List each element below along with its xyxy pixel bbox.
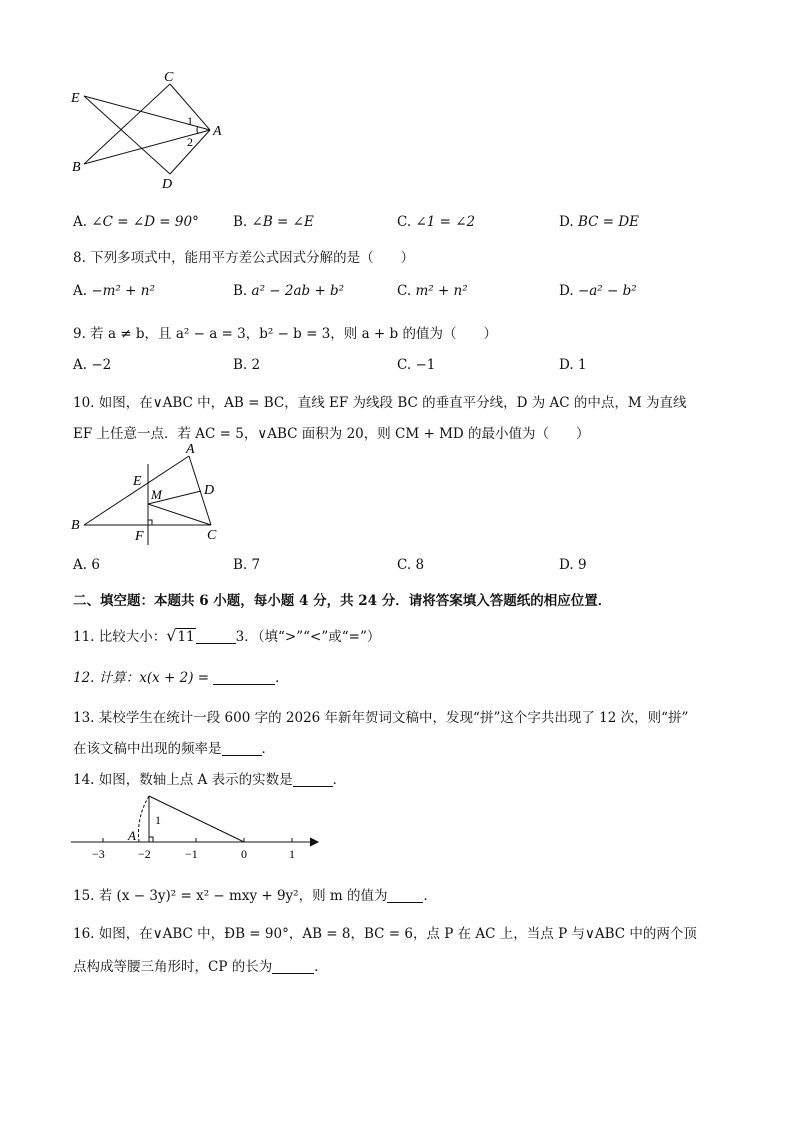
label-B: B bbox=[71, 518, 80, 533]
q9-option-d[interactable]: D. 1 bbox=[559, 357, 587, 373]
q14: 14. 如图，数轴上点 A 表示的实数是 ． bbox=[73, 772, 347, 788]
figure-q10 bbox=[66, 442, 236, 547]
q9-option-a[interactable]: A. −2 bbox=[73, 357, 112, 373]
q8-option-d[interactable]: D. −a² − b² bbox=[559, 283, 637, 299]
answer-blank-16[interactable] bbox=[272, 959, 314, 974]
q8-option-b[interactable]: B. a² − 2ab + b² bbox=[233, 283, 345, 299]
q7-option-c[interactable]: C. ∠1 = ∠2 bbox=[397, 214, 476, 230]
q7-option-b[interactable]: B. ∠B = ∠E bbox=[233, 214, 314, 230]
q16-line1: 16. 如图，在∨ABC 中，ÐB = 90°，AB = 8，BC = 6，点 P 在 AC 上，当点 P 与∨ABC 中的两个顶 bbox=[73, 926, 697, 942]
sqrt-symbol: √ bbox=[166, 626, 177, 645]
section-heading: 二、填空题：本题共 6 小题，每小题 4 分，共 24 分．请将答案填入答题纸的相应位置． bbox=[73, 593, 612, 609]
label-M: M bbox=[151, 487, 162, 502]
q15: 15. 若 (x − 3y)² = x² − mxy + 9y²，则 m 的值为 ． bbox=[73, 888, 437, 904]
answer-blank-13[interactable] bbox=[222, 741, 262, 756]
q9-option-b[interactable]: B. 2 bbox=[233, 357, 261, 373]
q8-option-a[interactable]: A. −m² + n² bbox=[73, 283, 155, 299]
label-D: D bbox=[162, 177, 173, 192]
point-a-label: A bbox=[128, 828, 136, 843]
q10-line2: EF 上任意一点．若 AC = 5，∨ABC 面积为 20，则 CM + MD 的最小值为（ ） bbox=[73, 426, 590, 442]
label-D: D bbox=[204, 483, 215, 498]
q16-line2: 点构成等腰三角形时，CP 的长为 ． bbox=[73, 959, 328, 975]
q8-option-c[interactable]: C. m² + n² bbox=[397, 283, 468, 299]
label-2: 2 bbox=[187, 135, 193, 149]
tick-0: 0 bbox=[241, 847, 247, 861]
q13-line1: 13. 某校学生在统计一段 600 字的 2026 年新年贺词文稿中，发现“拼”这个字共出现了 12 次，则“拼” bbox=[73, 710, 689, 726]
q9-stem: 9. 若 a ≠ b，且 a² − a = 3，b² − b = 3，则 a + b 的值为（ ） bbox=[73, 326, 497, 342]
label-F: F bbox=[135, 529, 144, 544]
answer-blank-15[interactable] bbox=[387, 888, 423, 903]
q10-option-c[interactable]: C. 8 bbox=[397, 557, 425, 573]
label-C: C bbox=[207, 528, 217, 543]
tick-neg3: −3 bbox=[92, 847, 105, 861]
q8-stem: 8. 下列多项式中，能用平方差公式因式分解的是（ ） bbox=[73, 250, 415, 266]
figure-q7 bbox=[60, 64, 240, 194]
number-line-figure bbox=[66, 790, 336, 865]
q10-option-b[interactable]: B. 7 bbox=[233, 557, 261, 573]
q10-option-d[interactable]: D. 9 bbox=[559, 557, 587, 573]
q9-option-c[interactable]: C. −1 bbox=[397, 357, 436, 373]
answer-blank-11[interactable] bbox=[196, 629, 236, 644]
q7-option-d[interactable]: D. BC = DE bbox=[559, 214, 640, 230]
q10-line1: 10. 如图，在∨ABC 中，AB = BC，直线 EF 为线段 BC 的垂直平分线，D 为 AC 的中点，M 为直线 bbox=[73, 395, 687, 411]
q13-line2: 在该文稿中出现的频率是 ． bbox=[73, 741, 275, 757]
label-B: B bbox=[72, 160, 81, 175]
radicand: 11 bbox=[177, 629, 195, 645]
tick-neg2: −2 bbox=[138, 847, 151, 861]
q7-option-a[interactable]: A. ∠C = ∠D = 90° bbox=[73, 214, 199, 230]
answer-blank-14[interactable] bbox=[293, 772, 333, 787]
label-A: A bbox=[186, 442, 195, 457]
answer-blank-12[interactable] bbox=[213, 670, 275, 685]
label-C: C bbox=[164, 70, 174, 85]
q12: 12. 计算：x(x + 2) = ． bbox=[73, 670, 289, 686]
tick-neg1: −1 bbox=[185, 847, 198, 861]
q11: 11. 比较大小：√11 3．（填“>”“<”或“=”） bbox=[73, 626, 381, 645]
label-1: 1 bbox=[187, 114, 193, 128]
label-E: E bbox=[133, 474, 142, 489]
q10-option-a[interactable]: A. 6 bbox=[73, 557, 100, 573]
label-E: E bbox=[71, 91, 80, 106]
height-label: 1 bbox=[155, 813, 161, 827]
label-A: A bbox=[213, 124, 222, 139]
tick-1: 1 bbox=[289, 847, 295, 861]
